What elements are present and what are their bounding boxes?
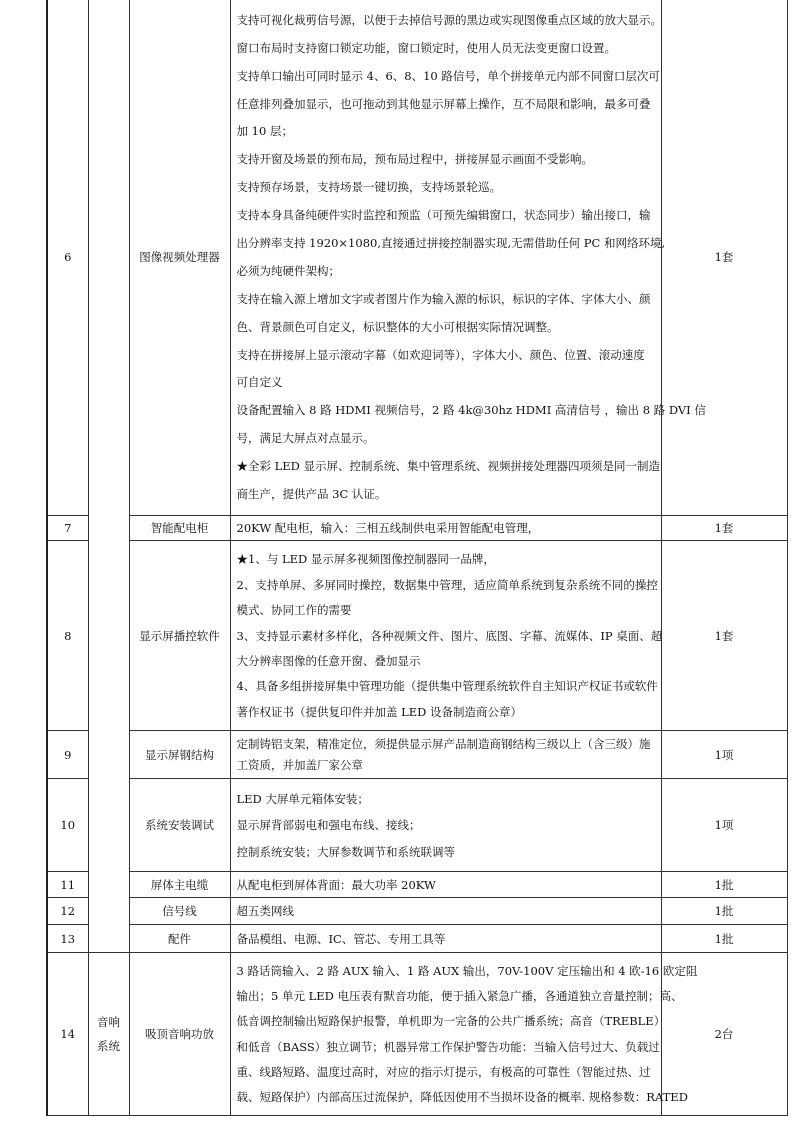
row-number: 7 — [47, 516, 88, 541]
spec-cell — [230, 925, 661, 953]
spec-line: 从配电柜到屏体背面：最大功率 20KW — [236, 877, 436, 892]
spec-line: 色、背景颜色可自定义，标识整体的大小可根据实际情况调整。 — [236, 319, 559, 334]
spec-line: 任意排列叠加显示，也可拖动到其他显示屏幕上操作，互不局限和影响，最多可叠 — [236, 96, 651, 111]
spec-line: 窗口布局时支持窗口锁定功能，窗口锁定时，使用人员无法变更窗口设置。 — [236, 40, 616, 55]
item-name: 智能配电柜 — [129, 516, 230, 541]
item-name: 显示屏钢结构 — [129, 731, 230, 779]
spec-cell — [230, 898, 661, 925]
spec-cell — [230, 731, 661, 779]
spec-line: ★1、与 LED 显示屏多视频图像控制器同一品牌， — [236, 552, 495, 567]
spec-line: LED 大屏单元箱体安装； — [236, 791, 369, 806]
quantity: 1项 — [661, 731, 787, 779]
spec-cell — [230, 872, 661, 898]
spec-line: 支持可视化裁剪信号源，以便于去掉信号源的黑边或实现图像重点区域的放大显示。 — [236, 12, 662, 27]
table-row — [47, 516, 787, 541]
spec-line: 4、具备多组拼接屏集中管理功能（提供集中管理系统软件自主知识产权证书或软件 — [236, 679, 658, 694]
table-row — [47, 925, 787, 953]
spec-line: 号，满足大屏点对点显示。 — [236, 431, 375, 446]
spec-line: 可自定义 — [236, 375, 283, 390]
spec-table — [46, 0, 788, 1116]
category-cell — [88, 953, 129, 1116]
item-name: 吸顶音响功放 — [129, 953, 230, 1116]
spec-line: 载、短路保护）内部高压过流保护，降低因使用不当损坏设备的概率. 规格参数：RATED — [236, 1089, 688, 1104]
spec-line: 超五类网线 — [236, 904, 294, 918]
spec-cell — [230, 541, 661, 731]
spec-line: 设备配置输入 8 路 HDMI 视频信号，2 路 4k@30hz HDMI 高清信号 ，输出 8 路 DVI 信 — [236, 403, 706, 418]
item-name: 图像视频处理器 — [129, 0, 230, 516]
spec-line: 工资质，并加盖厂家公章 — [236, 757, 363, 772]
spec-line: 支持单口输出可同时显示 4、6、8、10 路信号，单个拼接单元内部不同窗口层次可 — [236, 68, 660, 83]
spec-line: 支持在拼接屏上显示滚动字幕（如欢迎词等），字体大小、颜色、位置、滚动速度 — [236, 347, 645, 362]
quantity: 1套 — [661, 516, 787, 541]
spec-line: 和低音（BASS）独立调节；机器异常工作保护警告功能：当输入信号过大、负载过 — [236, 1039, 660, 1054]
spec-line: 2、支持单屏、多屏同时操控，数据集中管理，适应简单系统到复杂系统不同的操控 — [236, 577, 658, 592]
spec-line: 备品模组、电源、IC、管芯、专用工具等 — [236, 931, 446, 946]
spec-line: 支持预存场景，支持场景一键切换，支持场景轮巡。 — [236, 180, 501, 195]
spec-line: 显示屏背部弱电和强电布线、接线； — [236, 818, 421, 832]
quantity: 1批 — [661, 872, 787, 898]
category-cell — [88, 0, 129, 953]
row-number: 10 — [47, 779, 88, 872]
table-row — [47, 731, 787, 779]
row-number: 12 — [47, 898, 88, 925]
spec-cell — [230, 516, 661, 541]
row-number: 13 — [47, 925, 88, 953]
spec-cell — [230, 953, 698, 1116]
spec-line: 低音调控制输出短路保护报警，单机即为一完备的公共广播系统；高音（TREBLE） — [236, 1014, 666, 1029]
row-number: 11 — [47, 872, 88, 898]
item-name: 系统安装调试 — [129, 779, 230, 872]
row-number: 14 — [47, 953, 88, 1116]
table-row — [47, 779, 787, 872]
table-row — [47, 953, 787, 1116]
table-row — [47, 872, 787, 898]
spec-line: 3、支持显示素材多样化，各种视频文件、图片、底图、字幕、流媒体、IP 桌面、超 — [236, 628, 663, 643]
quantity: 1项 — [661, 779, 787, 872]
row-number: 8 — [47, 541, 88, 731]
spec-line: 支持开窗及场景的预布局，预布局过程中，拼接屏显示画面不受影响。 — [236, 152, 593, 167]
quantity: 1套 — [661, 0, 787, 516]
spec-cell — [230, 779, 661, 872]
spec-line: 大分辨率图像的任意开窗、叠加显示 — [236, 653, 421, 668]
quantity: 1批 — [661, 925, 787, 953]
spec-line: 出分辨率支持 1920×1080,直接通过拼接控制器实现,无需借助任何 PC 和网络环境, — [236, 236, 666, 251]
spec-line: 商生产，提供产品 3C 认证。 — [236, 487, 387, 502]
quantity: 2台 — [661, 953, 787, 1116]
row-number: 6 — [47, 0, 88, 516]
row-number: 9 — [47, 731, 88, 779]
item-name: 屏体主电缆 — [129, 872, 230, 898]
quantity: 1套 — [661, 541, 787, 731]
spec-line: 20KW 配电柜，输入：三相五线制供电采用智能配电管理， — [236, 521, 540, 535]
spec-line: 3 路话筒输入、2 路 AUX 输入、1 路 AUX 输出，70V-100V 定压输出和 4 欧-16 欧定阻 — [236, 964, 698, 979]
spec-line: 模式、协同工作的需要 — [236, 603, 352, 618]
spec-line: ★全彩 LED 显示屏、控制系统、集中管理系统、视频拼接处理器四项须是同一制造 — [236, 459, 661, 474]
table-row — [47, 0, 787, 516]
table-row — [47, 898, 787, 925]
item-name: 显示屏播控软件 — [129, 541, 230, 731]
category-label: 音响系统 — [96, 1015, 120, 1053]
spec-line: 控制系统安装；大屏参数调节和系统联调等 — [236, 844, 455, 859]
spec-line: 著作权证书（提供复印件并加盖 LED 设备制造商公章） — [236, 704, 523, 719]
quantity: 1批 — [661, 898, 787, 925]
spec-line: 支持本身具备纯硬件实时监控和预监（可预先编辑窗口，状态同步）输出接口，输 — [236, 208, 651, 223]
spec-line: 重、线路短路、温度过高时，对应的指示灯提示，有极高的可靠性（智能过热、过 — [236, 1064, 651, 1079]
item-name: 配件 — [129, 925, 230, 953]
item-name: 信号线 — [129, 898, 230, 925]
spec-cell — [230, 0, 706, 516]
table-row — [47, 541, 787, 731]
spec-line: 定制铸铝支架，精准定位，须提供显示屏产品制造商钢结构三级以上（含三级）施 — [236, 737, 651, 752]
spec-line: 加 10 层； — [236, 124, 293, 139]
spec-line: 支持在输入源上增加文字或者图片作为输入源的标识，标识的字体、字体大小、颜 — [236, 291, 651, 306]
spec-line: 必须为纯硬件架构； — [236, 263, 340, 278]
spec-line: 输出；5 单元 LED 电压表有默音功能，便于插入紧急广播，各通道独立音量控制；高、 — [236, 989, 683, 1004]
